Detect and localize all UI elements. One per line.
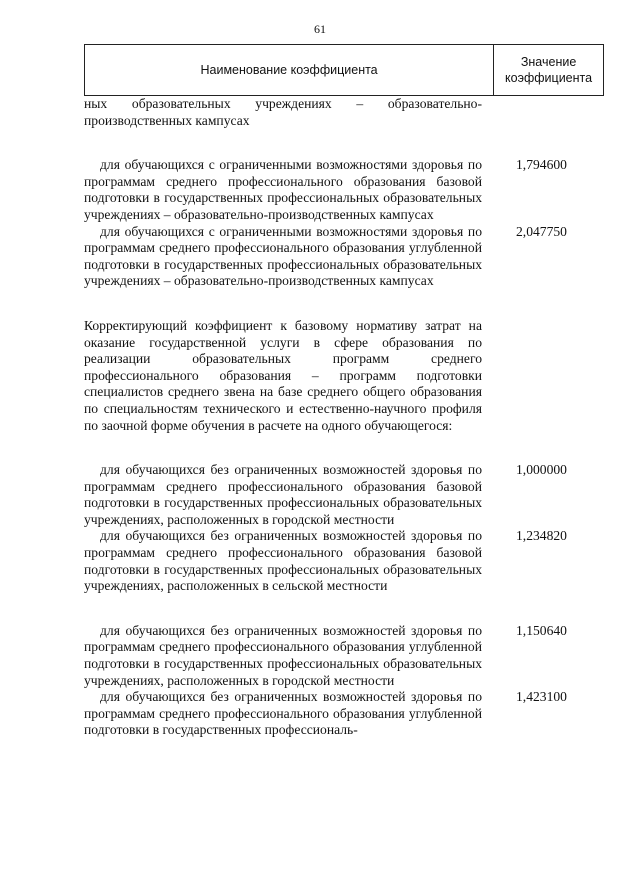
entry-text: для обучающихся без ограниченных возможностей здоровья по программам среднего профессионального образования базовой подготовки в государственных профессиональных образовательных учреждениях, расположенных в городской местности <box>84 462 482 527</box>
coefficient-entry <box>84 157 604 223</box>
coefficient-entry <box>84 528 604 594</box>
entry-text: для обучающихся без ограниченных возможностей здоровья по программам среднего профессионального образования углубленной подготовки в государственных профессиональных образовательных учреждениях, расположенных в городской местности <box>84 622 482 688</box>
entry-value: 2,047750 <box>516 223 567 239</box>
coefficient-list <box>84 96 604 739</box>
header-value-line2: коэффициента <box>505 71 593 85</box>
entry-value: 1,150640 <box>516 622 567 638</box>
entry-text: для обучающихся без ограниченных возможностей здоровья по программам среднего профессионального образования базовой подготовки в государственных профессиональных образовательных учреждениях, расположенных в сельской местности <box>84 528 482 594</box>
coefficient-entry <box>84 224 604 290</box>
entry-value: 1,234820 <box>516 528 567 544</box>
entry-value: 1,000000 <box>516 462 567 478</box>
entry-text: ных образовательных учреждениях – образовательно-производственных кампусах <box>84 96 482 128</box>
header-coefficient-name: Наименование коэффициента <box>85 45 494 96</box>
entry-value: 1,423100 <box>516 689 567 705</box>
coefficient-section-heading <box>84 318 604 434</box>
entry-text: для обучающихся с ограниченными возможностями здоровья по программам среднего профессионального образования углубленной подготовки в государственных профессиональных образовательных учреждениях – образовательно-производственных кампусах <box>84 223 482 289</box>
coefficient-entry <box>84 623 604 689</box>
header-coefficient-value <box>494 45 604 96</box>
coefficient-entry <box>84 462 604 528</box>
entry-value: 1,794600 <box>516 157 567 173</box>
entry-text: для обучающихся без ограниченных возможностей здоровья по программам среднего профессионального образования углубленной подготовки в государственных профессиональ- <box>84 689 482 738</box>
page-number: 61 <box>314 22 326 36</box>
header-value-line1: Значение <box>520 55 577 69</box>
coefficient-table-header <box>84 44 604 96</box>
entry-text: для обучающихся с ограниченными возможностями здоровья по программам среднего профессионального образования базовой подготовки в государственных профессиональных образовательных учреждениях – образовательно-производственных кампусах <box>84 157 482 222</box>
coefficient-entry <box>84 96 604 129</box>
coefficient-entry <box>84 689 604 739</box>
section-heading-text: Корректирующий коэффициент к базовому нормативу затрат на оказание государственной услуги в сфере образования по реализации образовательных программ среднего профессионального образования – программ подготовки специалистов среднего звена на базе среднего общего образования по специальностям технического и естественно-научного профиля по заочной форме обучения в расчете на одного обучающегося: <box>84 317 482 433</box>
